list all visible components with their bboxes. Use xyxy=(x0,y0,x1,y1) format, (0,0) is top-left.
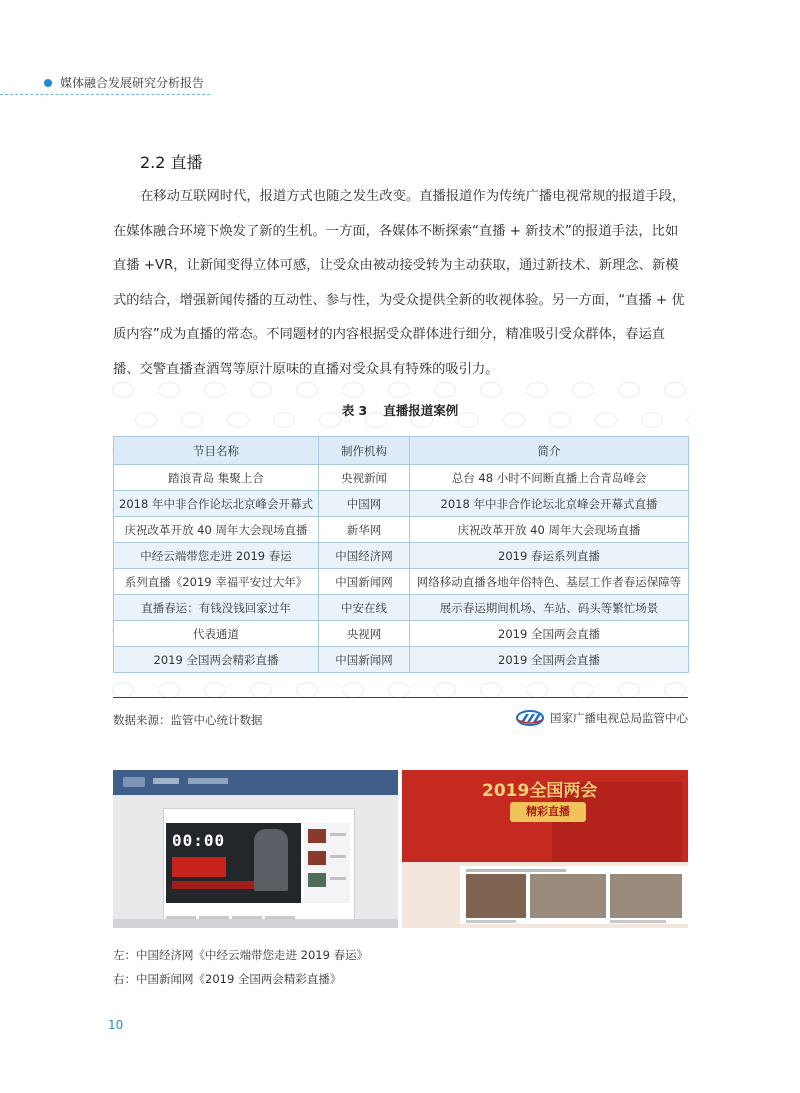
watermark-mark-icon xyxy=(296,682,318,698)
cell-program: 中经云端带您走进 2019 春运 xyxy=(114,543,319,569)
cell-producer: 中国新闻网 xyxy=(319,647,410,673)
table-caption xyxy=(0,401,800,419)
table-row xyxy=(114,595,689,621)
header-divider xyxy=(0,94,210,95)
cell-summary: 2019 春运系列直播 xyxy=(410,543,689,569)
watermark-mark-icon xyxy=(388,682,410,698)
watermark-mark-icon xyxy=(526,682,548,698)
cell-summary: 2019 全国两会直播 xyxy=(410,621,689,647)
watermark-mark-icon xyxy=(664,682,686,698)
video-thumbnail xyxy=(466,874,526,918)
cell-summary: 2018 年中非合作论坛北京峰会开幕式直播 xyxy=(410,491,689,517)
cell-program: 踏浪青岛 集聚上合 xyxy=(114,465,319,491)
running-header xyxy=(44,74,204,91)
banner-title: 2019全国两会 xyxy=(482,781,598,801)
column-header-summary: 简介 xyxy=(410,437,689,465)
table-row xyxy=(114,543,689,569)
org-name: 国家广播电视总局监管中心 xyxy=(550,711,688,725)
cell-summary: 总台 48 小时不间断直播上合青岛峰会 xyxy=(410,465,689,491)
cell-program: 直播春运：有钱没钱回家过年 xyxy=(114,595,319,621)
video-thumbnail xyxy=(530,874,606,918)
watermark-mark-icon xyxy=(158,682,180,698)
cell-producer: 央视新闻 xyxy=(319,465,410,491)
cell-producer: 中安在线 xyxy=(319,595,410,621)
table-bottom-rule xyxy=(113,697,688,698)
video-frame xyxy=(166,823,301,903)
watermark-mark-icon xyxy=(618,682,640,698)
column-header-producer: 制作机构 xyxy=(319,437,410,465)
banner-badge: 精彩直播 xyxy=(510,802,586,822)
cell-producer: 中国网 xyxy=(319,491,410,517)
cell-producer: 中国新闻网 xyxy=(319,569,410,595)
watermark-mark-icon xyxy=(480,682,502,698)
section-body xyxy=(113,180,691,388)
section-title: 2.2 直播 xyxy=(140,153,203,172)
table-header-row xyxy=(114,437,689,465)
figure-caption-right: 右：中国新闻网《2019 全国两会精彩直播》 xyxy=(113,972,342,986)
event-banner xyxy=(402,770,688,862)
screenshot-ce-cn-live xyxy=(113,770,398,928)
figure-caption-left: 左：中国经济网《中经云端带您走进 2019 春运》 xyxy=(113,948,369,962)
watermark-mark-icon xyxy=(572,682,594,698)
cell-program: 2018 年中非合作论坛北京峰会开幕式 xyxy=(114,491,319,517)
cell-program: 2019 全国两会精彩直播 xyxy=(114,647,319,673)
table-row xyxy=(114,491,689,517)
table-row xyxy=(114,569,689,595)
table-row xyxy=(114,621,689,647)
live-player-panel xyxy=(163,808,355,922)
page-number: 10 xyxy=(108,1018,124,1032)
table-row xyxy=(114,465,689,491)
watermark-mark-icon xyxy=(434,682,456,698)
cell-summary: 庆祝改革开放 40 周年大会现场直播 xyxy=(410,517,689,543)
screenshot-chinanews-two-sessions xyxy=(402,770,688,928)
watermark-mark-icon xyxy=(342,682,364,698)
data-source: 数据来源：监管中心统计数据 xyxy=(113,713,263,727)
cell-producer: 央视网 xyxy=(319,621,410,647)
watermark-mark-icon xyxy=(250,682,272,698)
site-logo-icon xyxy=(123,777,145,787)
cell-program: 庆祝改革开放 40 周年大会现场直播 xyxy=(114,517,319,543)
cell-producer: 中国经济网 xyxy=(319,543,410,569)
cell-producer: 新华网 xyxy=(319,517,410,543)
live-cases-table xyxy=(113,436,689,673)
countdown-timer: 00:00 xyxy=(172,831,226,850)
cell-summary: 网络移动直播各地年俗特色、基层工作者春运保障等 xyxy=(410,569,689,595)
bullet-dot-icon xyxy=(44,79,52,87)
table-title: 直播报道案例 xyxy=(383,403,459,418)
cell-program: 系列直播《2019 幸福平安过大年》 xyxy=(114,569,319,595)
cell-summary: 2019 全国两会直播 xyxy=(410,647,689,673)
watermark-mark-icon xyxy=(112,682,134,698)
site-navbar xyxy=(113,770,398,795)
body-paragraph: 在移动互联网时代，报道方式也随之发生改变。直播报道作为传统广播电视常规的报道手段，在媒体融合环境下焕发了新的生机。一方面，各媒体不断探索“直播 + 新技术”的报道手法，比如直播 +VR，让新闻变得立体可感，让受众由被动接受转为主动获取，通过新技术、新理念、新模式的结合，增强新闻传播的互动性、参与性，为受众提供全新的收视体验。另一方面，“直播 + 优质内容”成为直播的常态。不同题材的内容根据受众群体进行细分，精准吸引受众群体，春运直播、交警直播查酒驾等原汁原味的直播对受众具有特殊的吸引力。 xyxy=(113,189,686,377)
column-header-program: 节目名称 xyxy=(114,437,319,465)
table-number: 表 3 xyxy=(341,403,368,418)
nrta-logo-icon xyxy=(516,710,544,726)
live-sidebar xyxy=(304,823,350,903)
watermark-mark-icon xyxy=(204,682,226,698)
cell-program: 代表通道 xyxy=(114,621,319,647)
running-title: 媒体融合发展研究分析报告 xyxy=(60,76,205,90)
table-row xyxy=(114,517,689,543)
video-thumbnail xyxy=(610,874,682,918)
table-row xyxy=(114,647,689,673)
person-silhouette-icon xyxy=(254,829,288,891)
org-credit xyxy=(516,710,688,726)
cell-summary: 展示春运期间机场、车站、码头等繁忙场景 xyxy=(410,595,689,621)
video-list xyxy=(460,866,688,924)
